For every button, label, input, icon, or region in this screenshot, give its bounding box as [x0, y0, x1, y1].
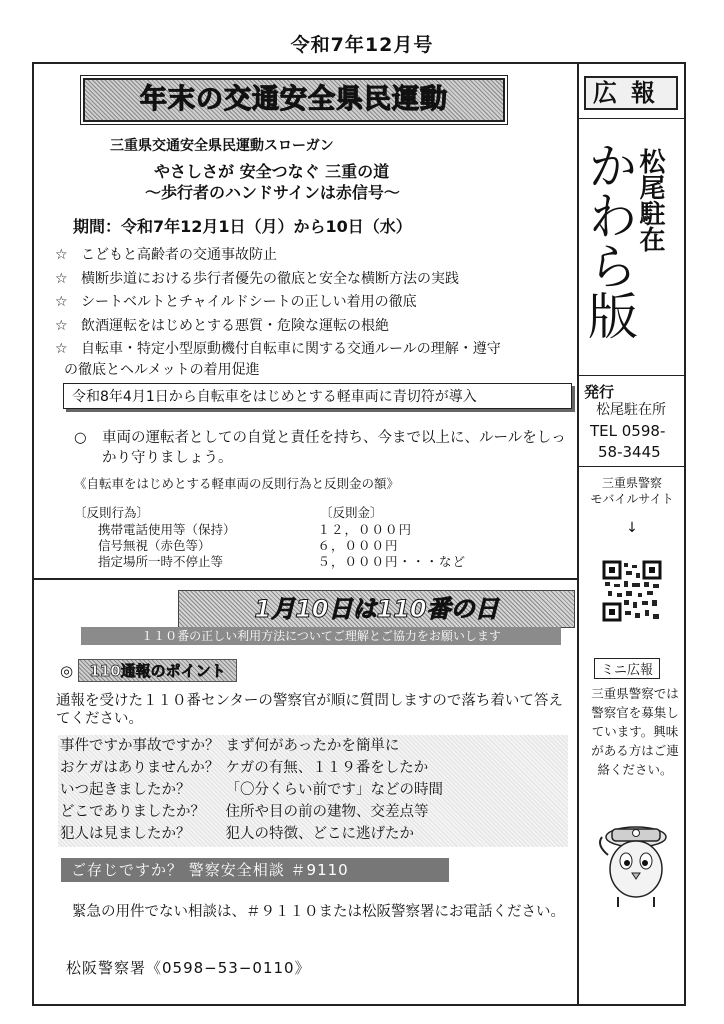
pr-title: 広報 [584, 76, 678, 110]
table-row: 信号無視（赤色等） ６，０００円 [98, 538, 399, 553]
section-divider [32, 578, 579, 580]
list-item: ☆ 横断歩道における歩行者優先の徹底と安全な横断方法の実践 [55, 268, 575, 292]
column-divider [577, 62, 579, 1006]
points-heading [60, 659, 237, 682]
table-row: どこでありましたか？ 住所や目の前の建物、交差点等 [60, 804, 429, 820]
star-icon: ☆ [55, 294, 68, 310]
publisher-label: 発行 [584, 383, 615, 401]
star-icon: ☆ [55, 270, 68, 287]
table-row: 事件ですか事故ですか？ まず何があったかを簡単に [60, 738, 400, 754]
slogan-label: 三重県交通安全県民運動スローガン [110, 138, 334, 154]
qr-code-icon[interactable] [602, 560, 662, 622]
list-item: ☆ 飲酒運転をはじめとする悪質・危険な運転の根絶 [55, 315, 575, 339]
fines-header-amount: 〔反則金〕 [320, 505, 383, 520]
star-icon: ☆ [55, 247, 68, 263]
police-mascot-icon [588, 815, 684, 910]
publisher-name: 松尾駐在所 [596, 402, 666, 418]
rider-responsibility-note: ○ 車両の運転者としての自覚と責任を持ち、今まで以上に、ルールをしっかり守りましょう。 [74, 430, 566, 466]
day110-subtitle: １１０番の正しい利用方法についてご理解とご協力をお願いします [81, 627, 561, 645]
divider [579, 118, 686, 119]
table-row: おケガはありませんか？ ケガの有無、１１９番をしたか [60, 760, 429, 776]
fines-title: 《自転車をはじめとする軽車両の反則行為と反則金の額》 [74, 476, 400, 491]
circle-icon: ○ [74, 430, 87, 446]
publisher-phone: TEL 0598- 58-3445 [590, 422, 666, 461]
divider [579, 466, 686, 467]
consult-banner: ご存じですか？ 警察安全相談 ＃9110 [61, 858, 449, 882]
campaign-period: 期間：令和7年12月1日（月）から10日（水） [73, 217, 412, 236]
day110-title: 1月10日は110番の日 [178, 590, 575, 628]
list-item-continuation: の徹底とヘルメットの着用促進 [64, 362, 260, 378]
report-intro: 通報を受けた１１０番センターの警察官が順に質問しますので落ち着いて答えてください。 [56, 693, 563, 727]
mini-pr-text: 三重県警察では警察官を募集しています。興味がある方はご連絡ください。 [591, 686, 679, 777]
issue-date: 令和7年12月号 [290, 34, 434, 56]
blue-ticket-notice: 令和8年4月1日から自転車をはじめとする軽車両に青切符が導入 [63, 383, 572, 409]
double-circle-icon: ◎ [60, 662, 74, 680]
table-row: 指定場所一時不停止等 ５，０００円・・・など [98, 554, 467, 569]
location-name: 松尾駐在 [635, 148, 665, 252]
slogan-line-2: ～歩行者のハンドサインは赤信号～ [145, 183, 400, 202]
star-icon: ☆ [55, 341, 68, 357]
mini-pr-label: ミニ広報 [594, 658, 660, 679]
slogan-line-1: やさしさが 安全つなぐ 三重の道 [154, 162, 390, 181]
list-item: ☆ シートベルトとチャイルドシートの正しい着用の徹底 [55, 291, 575, 315]
list-item: ☆ こどもと高齢者の交通事故防止 [55, 244, 575, 268]
divider [579, 375, 686, 376]
table-row: 携帯電話使用等（保持） １２，０００円 [98, 522, 413, 537]
qa-table [58, 735, 447, 845]
star-icon: ☆ [55, 317, 68, 334]
table-row: いつ起きましたか？ 「〇分くらい前です」などの時間 [60, 782, 443, 798]
qa-box [58, 735, 568, 847]
non-emergency-note: 緊急の用件でない相談は、＃９１１０または松阪警察署にお電話ください。 [72, 904, 565, 920]
police-contact: 松阪警察署《0598−53−0110》 [66, 959, 311, 977]
arrow-down-icon: ↓ [626, 520, 638, 536]
list-item: ☆ 自転車・特定小型原動機付自転車に関する交通ルールの理解・遵守 [55, 338, 575, 362]
fines-header-violation: 〔反則行為〕 [74, 505, 150, 520]
mobile-site-label: 三重県警察 モバイルサイト [590, 476, 674, 506]
newsletter-name: かわら版 [580, 140, 638, 340]
table-row: 犯人は見ましたか？ 犯人の特徴、どこに逃げたか [60, 826, 414, 842]
campaign-items [55, 244, 575, 362]
fines-table [98, 522, 466, 570]
points-title: 110通報のポイント [78, 659, 236, 682]
day110-banner [73, 590, 568, 648]
campaign-title: 年末の交通安全県民運動 [83, 78, 505, 122]
